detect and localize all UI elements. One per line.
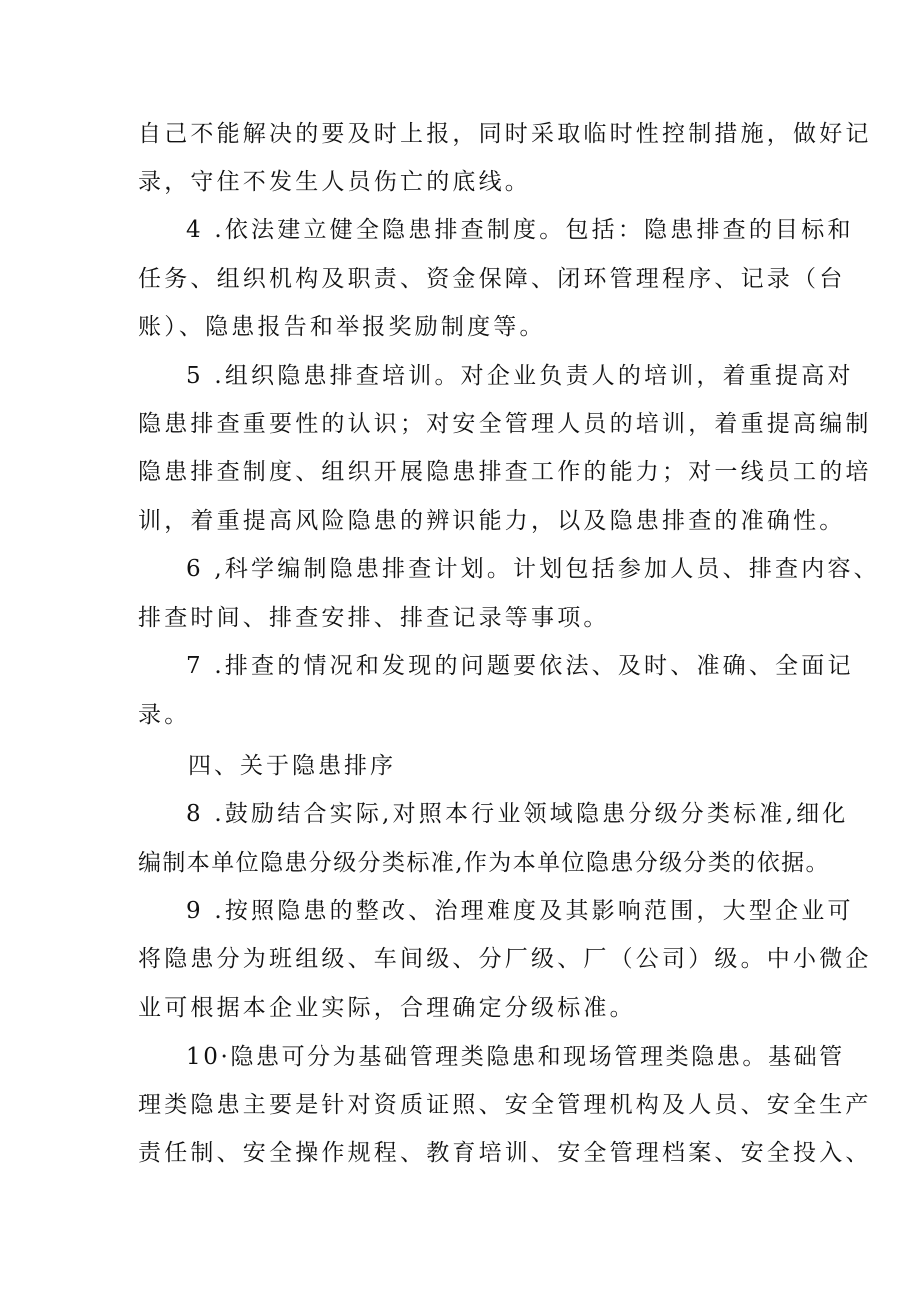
text-line: 业可根据本企业实际，合理确定分级标准。 — [138, 995, 636, 1021]
text-line: 排查时间、排查安排、排查记录等事项。 — [138, 605, 610, 631]
text-line: 将隐患分为班组级、车间级、分厂级、厂（公司）级。中小微企 — [138, 946, 872, 972]
text-line: 隐患排查重要性的认识；对安全管理人员的培训，着重提高编制 — [138, 411, 872, 437]
text-line: 录，守住不发生人员伤亡的底线。 — [138, 169, 531, 195]
text-line: 编制本单位隐患分级分类标准,作为本单位隐患分级分类的依据。 — [138, 850, 830, 876]
text-line: 任务、组织机构及职责、资金保障、闭环管理程序、记录（台 — [138, 266, 846, 292]
section-heading: 四、关于隐患排序 — [188, 753, 396, 779]
text-line: 录。 — [138, 702, 191, 728]
paragraph-start-5: 5 .组织隐患排查培训。对企业负责人的培训，着重提高对 — [186, 363, 854, 389]
paragraph-start-6: 6 ,科学编制隐患排查计划。计划包括参加人员、排查内容、 — [186, 556, 880, 582]
paragraph-start-9: 9 .按照隐患的整改、治理难度及其影响范围，大型企业可 — [186, 898, 854, 924]
text-line: 责任制、安全操作规程、教育培训、安全管理档案、安全投入、 — [138, 1140, 872, 1166]
text-line: 隐患排查制度、组织开展隐患排查工作的能力；对一线员工的培 — [138, 459, 872, 485]
text-line: 自己不能解决的要及时上报，同时采取临时性控制措施，做好记 — [138, 121, 872, 147]
text-line: 理类隐患主要是针对资质证照、安全管理机构及人员、安全生产 — [138, 1092, 872, 1118]
text-line: 账）、隐患报告和举报奖励制度等。 — [138, 314, 546, 340]
paragraph-start-10: 10·隐患可分为基础管理类隐患和现场管理类隐患。基础管 — [186, 1044, 845, 1070]
text-line: 训，着重提高风险隐患的辨识能力，以及隐患排查的准确性。 — [138, 508, 846, 534]
paragraph-start-4: 4 .依法建立健全隐患排查制度。包括：隐患排查的目标和 — [186, 217, 854, 243]
paragraph-start-7: 7 .排查的情况和发现的问题要依法、及时、准确、全面记 — [186, 653, 854, 679]
paragraph-start-8: 8 .鼓励结合实际,对照本行业领域隐患分级分类标准,细化 — [186, 801, 849, 827]
